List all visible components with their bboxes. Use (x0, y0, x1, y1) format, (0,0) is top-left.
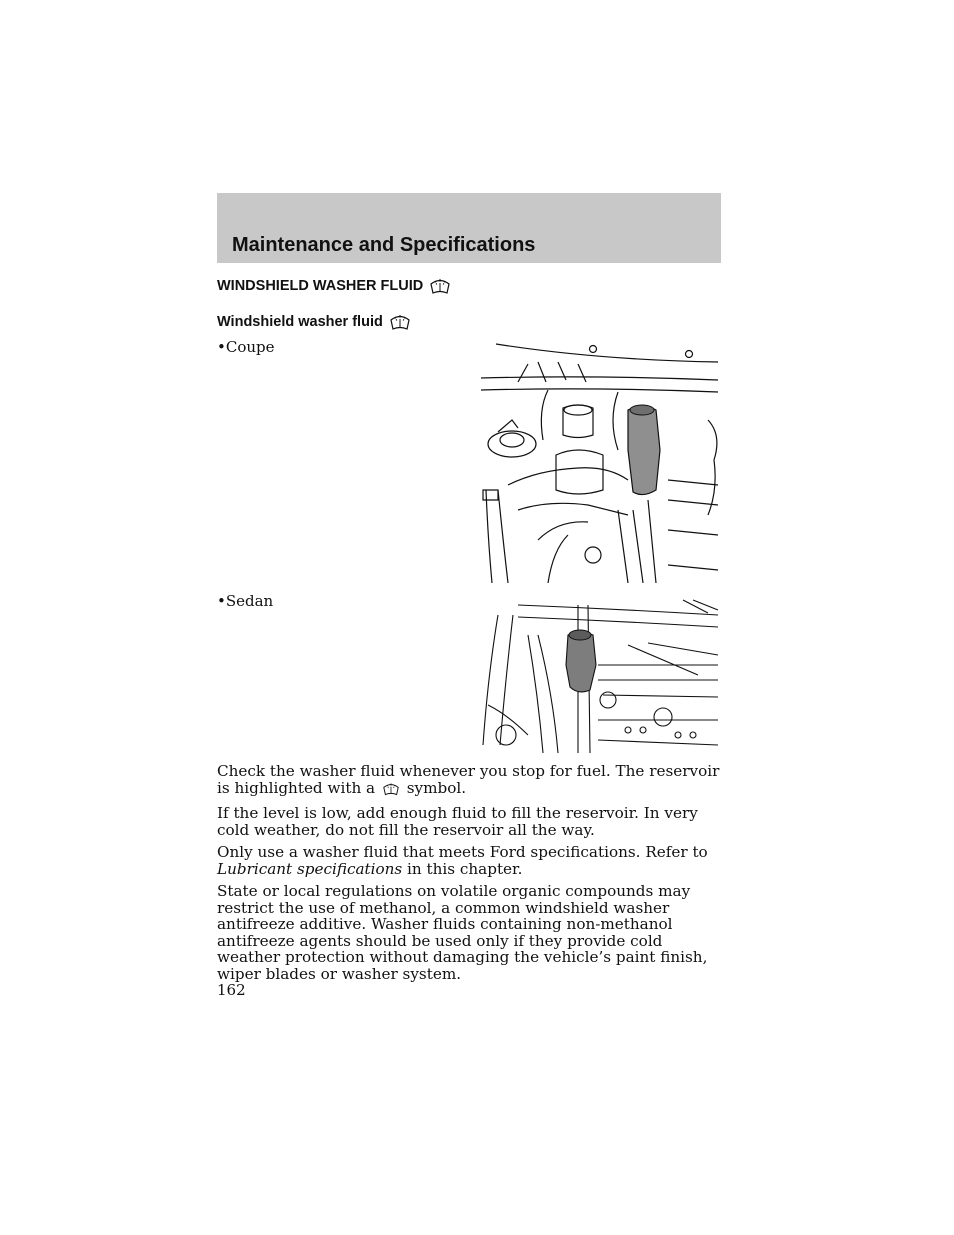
subheading-text: Windshield washer fluid (217, 314, 383, 330)
paragraph-text: symbol. (406, 778, 467, 797)
section-heading-text: WINDSHIELD WASHER FLUID (217, 278, 424, 294)
page-number: 162 (217, 981, 246, 999)
windshield-washer-icon (380, 781, 402, 797)
sedan-engine-illustration (478, 595, 722, 753)
paragraph-text: Check the washer fluid whenever you stop for fuel. The reservoir is highlighted with a (217, 762, 720, 797)
coupe-engine-illustration (478, 340, 722, 583)
paragraph-check-fluid (217, 763, 722, 797)
windshield-washer-icon (429, 276, 451, 296)
subheading (217, 312, 411, 332)
paragraph-text: Only use a washer fluid that meets Ford specifications. Refer to (217, 843, 708, 861)
section-heading (217, 276, 451, 296)
page-title: Maintenance and Specifications (232, 234, 536, 256)
header-band (217, 193, 721, 263)
bullet-coupe: •Coupe (217, 338, 275, 356)
cross-reference: Lubricant specifications (217, 859, 403, 878)
windshield-washer-icon (389, 312, 411, 332)
paragraph-text: in this chapter. (407, 859, 523, 878)
bullet-sedan: •Sedan (217, 592, 274, 610)
paragraph-ford-spec (217, 844, 722, 877)
paragraph-regulations: State or local regulations on volatile organic compounds may restrict the use of methanol, a common windshield washer antifreeze additive. Washer fluids containing non-methanol antifreeze agents should be used only if they provide cold weather protection without damaging the vehicle’s paint finish, wiper blades or washer system. (217, 882, 708, 983)
paragraph-low-level: If the level is low, add enough fluid to fill the reservoir. In very cold weather, do not fill the reservoir all the way. (217, 804, 698, 839)
